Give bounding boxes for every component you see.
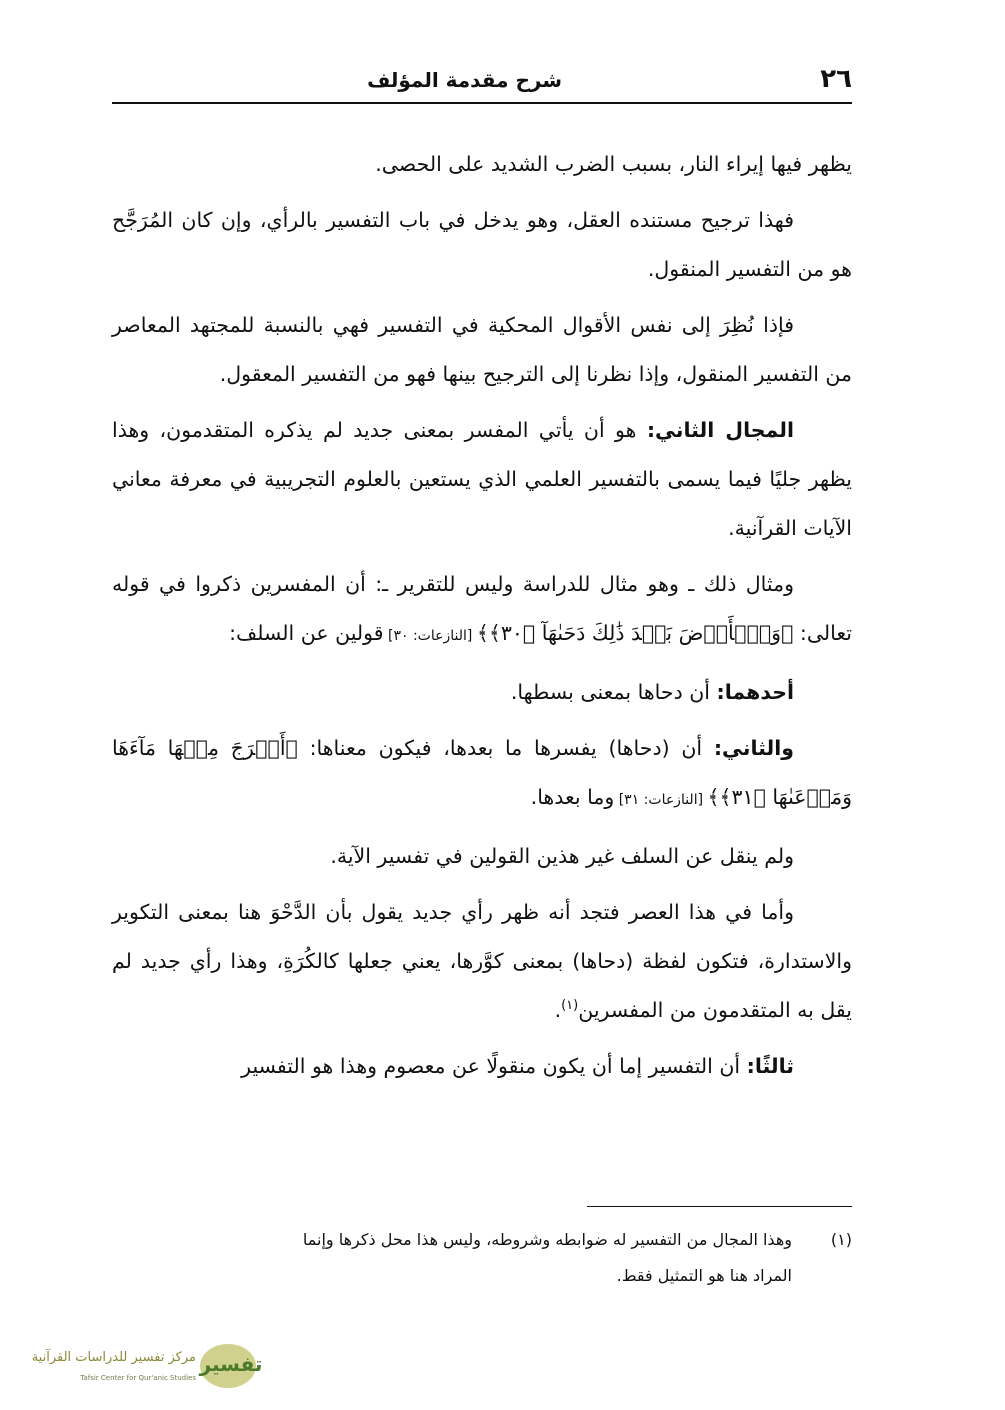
section-heading-second-field: المجال الثاني: (646, 418, 795, 442)
paragraph-3 (112, 301, 852, 399)
verse-reference-30: [النازعات: ٣٠] (383, 628, 477, 644)
logo-arabic-name: مركز تفسير للدراسات القرآنية (31, 1350, 196, 1365)
paragraph-4 (112, 406, 852, 553)
logo-emblem-text: تفسير (199, 1352, 263, 1376)
footnote-text: وهذا المجال من التفسير له ضوابطه وشروطه، وليس هذا محل ذكرها وإنما (302, 1230, 792, 1249)
verse-reference-31: [النازعات: ٣١] (614, 792, 708, 808)
page-number: ٢٦ (820, 64, 852, 94)
paragraph-9 (112, 888, 852, 1035)
third-point-label: ثالثًا: (746, 1054, 794, 1078)
paragraph-2-text: فهذا ترجيح مستنده العقل، وهو يدخل في باب التفسير بالرأي، وإن كان المُرَجَّح هو من التفسير المنقول. (112, 208, 852, 281)
footnote-number: (١) (830, 1230, 852, 1249)
paragraph-9-text: وأما في هذا العصر فتجد أنه ظهر رأي جديد يقول بأن الدَّحْوَ هنا بمعنى التكوير والاستدارة، فتكون لفظة (دحاها) بمعنى كوَّرها، يعني جعلها كالكُرَةِ، وهذا رأي جديد لم يقل به المتقدمون من المفسرين (112, 900, 852, 1022)
footnote-line-1 (112, 1222, 852, 1258)
paragraph-5-text-b: قولين عن السلف: (229, 621, 384, 645)
paragraph-8 (112, 832, 852, 881)
footnote-continuation: المراد هنا هو التمثيل فقط. (616, 1266, 792, 1285)
paragraph-3-text: فإذا نُظِرَ إلى نفس الأقوال المحكية في التفسير فهي بالنسبة للمجتهد المعاصر من التفسير المنقول، وإذا نظرنا إلى الترجيح بينها فهو من التفسير المعقول. (112, 313, 852, 386)
running-title: شرح مقدمة المؤلف (367, 68, 562, 92)
paragraph-7 (112, 724, 852, 825)
paragraph-6-text: أن دحاها بمعنى بسطها. (510, 680, 717, 704)
paragraph-5 (112, 560, 852, 661)
footnote-divider (587, 1206, 852, 1207)
paragraph-10 (112, 1042, 852, 1091)
tafsir-center-logo (0, 1340, 270, 1396)
logo-english-name: Tafsir Center for Qur'anic Studies (80, 1374, 196, 1382)
second-opinion-label: والثاني: (713, 736, 795, 760)
paragraph-1-text: يظهر فيها إيراء النار، بسبب الضرب الشديد على الحصى. (375, 152, 852, 176)
paragraph-7-text-a: أن (دحاها) يفسرها ما بعدها، فيكون معناها: (297, 736, 714, 760)
paragraph-4-text: هو أن يأتي المفسر بمعنى جديد لم يذكره المتقدمون، وهذا يظهر جليًا فيما يسمى بالتفسير العلمي الذي يستعين بالعلوم التجريبية في معرفة معاني الآيات القرآنية. (112, 418, 852, 540)
paragraph-7-text-b: وما بعدها. (530, 785, 615, 809)
quran-verse-30: ﴿وَٱلۡأَرۡضَ بَعۡدَ ذَٰلِكَ دَحَىٰهَآ ﴿٣٠﴾﴾ (476, 621, 794, 645)
footnote (112, 1222, 852, 1294)
page-header (112, 62, 852, 104)
paragraph-6 (112, 668, 852, 717)
footnote-marker[interactable]: (١) (561, 998, 579, 1014)
paragraph-1 (112, 140, 852, 189)
paragraph-10-text: أن التفسير إما أن يكون منقولًا عن معصوم وهذا هو التفسير (241, 1054, 747, 1078)
paragraph-2 (112, 196, 852, 294)
quran-verse-31: ﴿أَخۡرَجَ مِنۡهَا مَآءَهَا وَمَرۡعَىٰهَا ﴿٣١﴾﴾ (112, 736, 852, 809)
paragraph-8-text: ولم ينقل عن السلف غير هذين القولين في تفسير الآية. (330, 844, 794, 868)
footnote-line-2 (112, 1258, 852, 1294)
body-text (112, 140, 852, 1098)
paragraph-9-end: . (554, 998, 562, 1022)
first-opinion-label: أحدهما: (716, 680, 794, 704)
paragraph-5-text-a: ومثال ذلك ـ وهو مثال للدراسة وليس للتقرير ـ: أن المفسرين ذكروا في قوله تعالى: (112, 572, 852, 645)
